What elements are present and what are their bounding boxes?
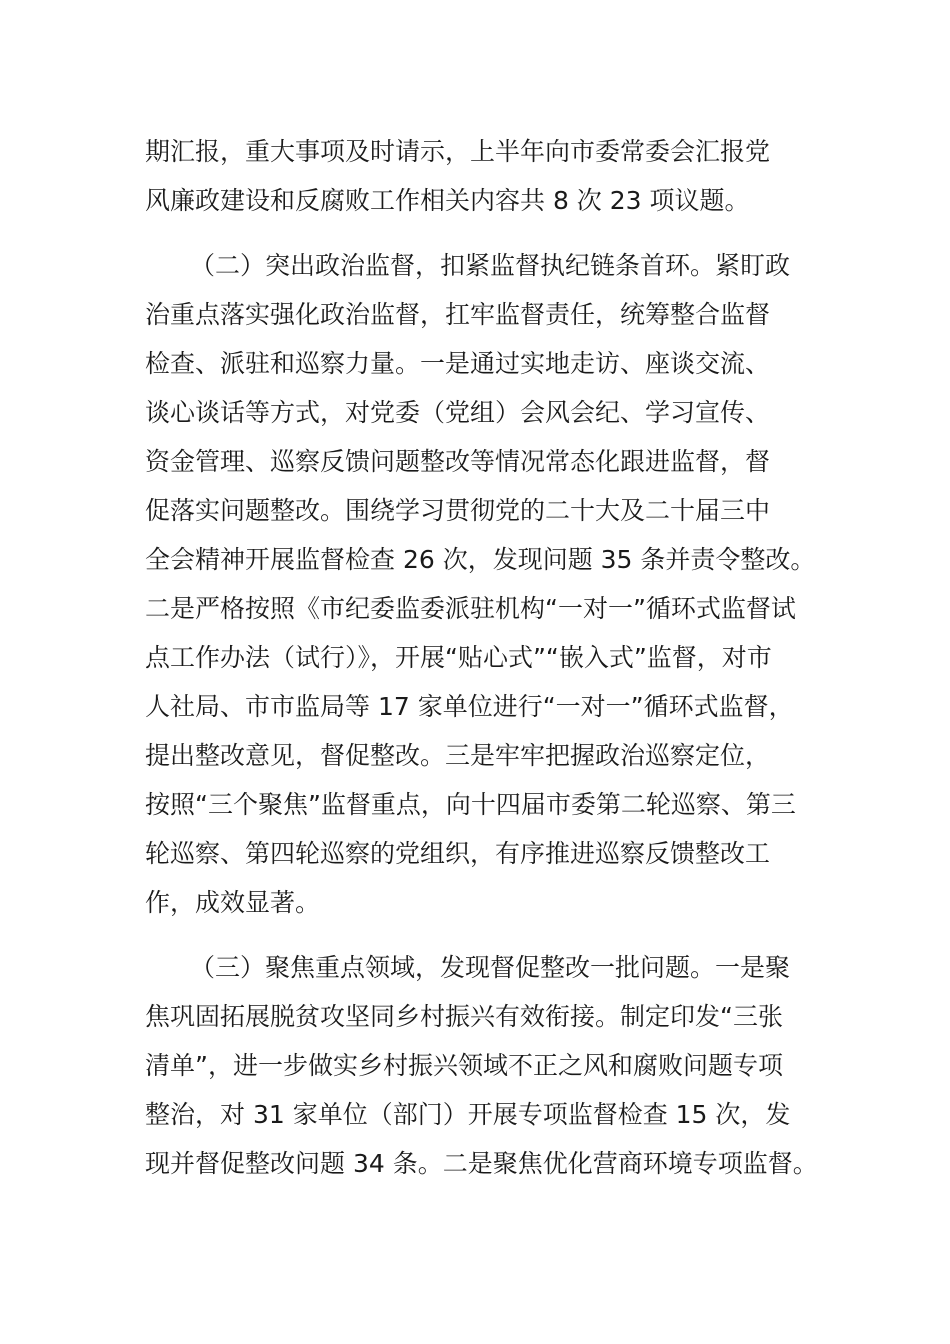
text-line: 风廉政建设和反腐败工作相关内容共 8 次 23 项议题。 — [145, 186, 750, 215]
text-line: 检查、派驻和巡察力量。一是通过实地走访、座谈交流、 — [145, 349, 771, 378]
text-line: 促落实问题整改。围绕学习贯彻党的二十大及二十届三中 — [145, 496, 771, 525]
text-line: 人社局、市市监局等 17 家单位进行“一对一”循环式监督， — [145, 692, 794, 721]
section-heading-line: （三）聚焦重点领域，发现督促整改一批问题。一是聚 — [190, 953, 791, 982]
text-line: 提出整改意见，督促整改。三是牢牢把握政治巡察定位， — [145, 741, 771, 770]
paragraph-3 — [145, 943, 845, 1188]
text-line: 治重点落实强化政治监督，扛牢监督责任，统筹整合监督 — [145, 300, 771, 329]
text-line: 点工作办法（试行）》，开展“贴心式”“嵌入式”监督，对市 — [145, 643, 772, 672]
text-line: 焦巩固拓展脱贫攻坚同乡村振兴有效衔接。制定印发“三张 — [145, 1002, 783, 1031]
text-line: 二是严格按照《市纪委监委派驻机构“一对一”循环式监督试 — [145, 594, 796, 623]
text-line: 清单”，进一步做实乡村振兴领域不正之风和腐败问题专项 — [145, 1051, 783, 1080]
text-line: 期汇报，重大事项及时请示，上半年向市委常委会汇报党 — [145, 137, 771, 166]
text-line: 现并督促整改问题 34 条。二是聚焦优化营商环境专项监督。 — [145, 1149, 818, 1178]
section-heading-line: （二）突出政治监督，扣紧监督执纪链条首环。紧盯政 — [190, 251, 791, 280]
text-line: 全会精神开展监督检查 26 次，发现问题 35 条并责令整改。 — [145, 545, 816, 574]
text-line: 资金管理、巡察反馈问题整改等情况常态化跟进监督，督 — [145, 447, 771, 476]
text-line: 轮巡察、第四轮巡察的党组织，有序推进巡察反馈整改工 — [145, 839, 771, 868]
text-line: 谈心谈话等方式，对党委（党组）会风会纪、学习宣传、 — [145, 398, 771, 427]
text-line: 作，成效显著。 — [145, 888, 321, 917]
text-line: 整治，对 31 家单位（部门）开展专项监督检查 15 次，发 — [145, 1100, 791, 1129]
paragraph-2 — [145, 241, 845, 927]
text-line: 按照“三个聚焦”监督重点，向十四届市委第二轮巡察、第三 — [145, 790, 796, 819]
paragraph-1 — [145, 127, 845, 225]
body-text — [145, 127, 845, 1188]
